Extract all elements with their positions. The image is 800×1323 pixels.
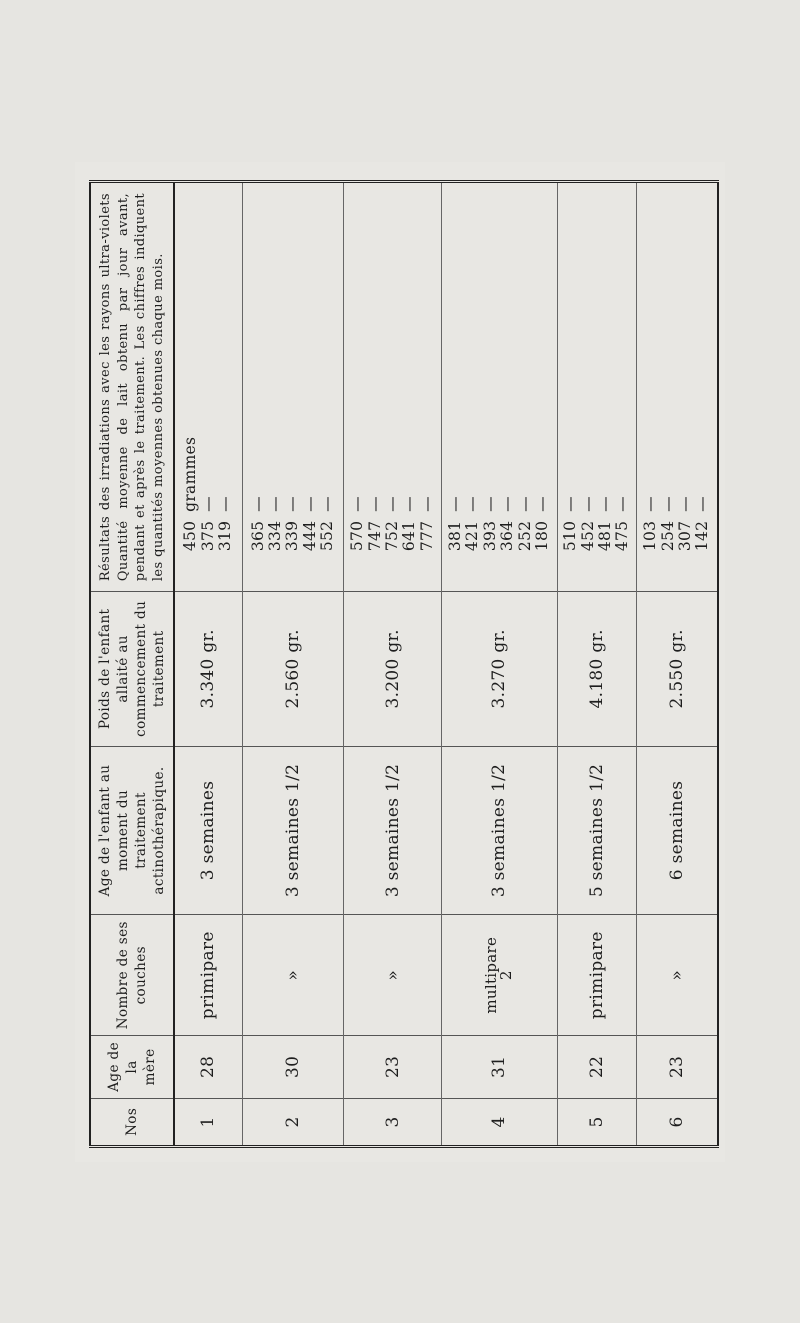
- result-unit: —: [300, 496, 319, 512]
- cell-child-weight: 2.560 gr.: [242, 592, 344, 746]
- childbirths-text: »: [382, 969, 403, 981]
- result-line: [267, 189, 284, 551]
- header-childbirths: Nombre de ses couches: [90, 915, 174, 1036]
- result-line: [349, 189, 366, 551]
- childbirths-text: »: [283, 969, 304, 981]
- result-value: 307: [676, 520, 695, 552]
- result-unit: —: [532, 496, 551, 512]
- result-unit: —: [216, 496, 235, 512]
- cell-child-age: 3 semaines: [174, 746, 242, 915]
- result-line: [182, 189, 199, 551]
- cell-number: 2: [242, 1098, 344, 1146]
- cell-mother-age: 31: [441, 1036, 557, 1099]
- childbirths-text: primipare: [198, 931, 219, 1020]
- cell-child-weight: 2.550 gr.: [637, 592, 718, 746]
- cell-number: 5: [557, 1098, 637, 1146]
- result-line: [694, 189, 711, 551]
- cell-mother-age: 30: [242, 1036, 344, 1099]
- childbirths-text: primipare: [586, 931, 607, 1020]
- table-row: [344, 182, 442, 1147]
- result-line: [447, 189, 464, 551]
- result-unit: —: [446, 496, 465, 512]
- result-line: [660, 189, 677, 551]
- cell-number: 1: [174, 1098, 242, 1146]
- result-line: [614, 189, 631, 551]
- result-value: 747: [365, 520, 384, 552]
- table-row: [174, 182, 242, 1147]
- result-line: [534, 189, 551, 551]
- cell-results: [441, 182, 557, 592]
- result-unit: —: [348, 496, 367, 512]
- result-unit: —: [561, 496, 580, 512]
- result-unit: —: [693, 496, 712, 512]
- result-value: 421: [463, 520, 482, 552]
- result-unit: —: [578, 496, 597, 512]
- cell-child-age: 3 semaines 1/2: [242, 746, 344, 915]
- result-value: 452: [578, 520, 597, 552]
- result-line: [200, 189, 217, 551]
- cell-child-age: 6 semaines: [637, 746, 718, 915]
- cell-number: 6: [637, 1098, 718, 1146]
- result-value: 339: [283, 520, 302, 552]
- result-unit: —: [283, 496, 302, 512]
- childbirths-text: »: [667, 969, 688, 981]
- cell-results: [557, 182, 637, 592]
- result-unit: —: [417, 496, 436, 512]
- result-unit: —: [365, 496, 384, 512]
- result-line: [642, 189, 659, 551]
- result-value: 180: [532, 520, 551, 552]
- table-row: [637, 182, 718, 1147]
- result-unit: —: [400, 496, 419, 512]
- result-unit: —: [265, 496, 284, 512]
- cell-mother-age: 23: [344, 1036, 442, 1099]
- cell-number: 3: [344, 1098, 442, 1146]
- result-line: [464, 189, 481, 551]
- table-row: [242, 182, 344, 1147]
- result-line: [562, 189, 579, 551]
- cell-child-age: 3 semaines 1/2: [441, 746, 557, 915]
- header-child-weight: Poids de l'enfant allaité au commencement du traitement: [90, 592, 174, 746]
- cell-child-weight: 3.270 gr.: [441, 592, 557, 746]
- result-line: [517, 189, 534, 551]
- result-line: [217, 189, 234, 551]
- result-value: 481: [595, 520, 614, 552]
- result-value: 375: [198, 520, 217, 552]
- result-line: [677, 189, 694, 551]
- childbirths-count: 2: [497, 970, 516, 981]
- result-line: [384, 189, 401, 551]
- result-line: [319, 189, 336, 551]
- result-line: [367, 189, 384, 551]
- table-row: [557, 182, 637, 1147]
- result-unit: —: [641, 496, 660, 512]
- cell-number: 4: [441, 1098, 557, 1146]
- result-value: 254: [658, 520, 677, 552]
- result-line: [597, 189, 614, 551]
- result-value: 641: [400, 520, 419, 552]
- result-line: [302, 189, 319, 551]
- result-value: 552: [318, 520, 337, 552]
- cell-child-age: 5 semaines 1/2: [557, 746, 637, 915]
- result-unit: —: [595, 496, 614, 512]
- result-line: [580, 189, 597, 551]
- cell-results: [344, 182, 442, 592]
- cell-childbirths: [557, 915, 637, 1036]
- result-value: 142: [693, 520, 712, 552]
- header-results: Résultats des irradiations avec les rayons ultra-violets Quantité moyenne de lait obtenu par jour avant, pendant et après le traitement. Les chiffres indiquent les quantités moyennes obtenues chaque mois.: [90, 182, 174, 592]
- result-line: [499, 189, 516, 551]
- cell-childbirths: [441, 915, 557, 1036]
- result-value: 334: [265, 520, 284, 552]
- rotated-page: [75, 162, 725, 1162]
- cell-child-weight: 4.180 gr.: [557, 592, 637, 746]
- cell-childbirths: [344, 915, 442, 1036]
- result-unit: —: [248, 496, 267, 512]
- header-mother-age: Age de la mère: [90, 1036, 174, 1099]
- table-row: [441, 182, 557, 1147]
- result-value: 752: [382, 520, 401, 552]
- result-unit: —: [318, 496, 337, 512]
- result-unit: —: [676, 496, 695, 512]
- result-unit: —: [382, 496, 401, 512]
- result-value: 475: [613, 520, 632, 552]
- cell-childbirths: [174, 915, 242, 1036]
- result-line: [250, 189, 267, 551]
- cell-mother-age: 23: [637, 1036, 718, 1099]
- result-unit: grammes: [181, 436, 200, 512]
- cell-childbirths: [242, 915, 344, 1036]
- result-value: 252: [515, 520, 534, 552]
- result-value: 444: [300, 520, 319, 552]
- cell-results: [637, 182, 718, 592]
- header-row: [90, 182, 174, 1147]
- cell-child-weight: 3.340 gr.: [174, 592, 242, 746]
- cell-mother-age: 22: [557, 1036, 637, 1099]
- result-value: 103: [641, 520, 660, 552]
- result-unit: —: [198, 496, 217, 512]
- result-value: 381: [446, 520, 465, 552]
- cell-mother-age: 28: [174, 1036, 242, 1099]
- results-table: [89, 180, 719, 1148]
- cell-child-age: 3 semaines 1/2: [344, 746, 442, 915]
- result-line: [419, 189, 436, 551]
- result-value: 570: [348, 520, 367, 552]
- result-value: 450: [181, 520, 200, 552]
- result-value: 777: [417, 520, 436, 552]
- result-value: 364: [498, 520, 517, 552]
- header-number: Nos: [90, 1098, 174, 1146]
- childbirths-text: multipare: [482, 936, 501, 1014]
- cell-childbirths: [637, 915, 718, 1036]
- result-unit: —: [515, 496, 534, 512]
- result-unit: —: [463, 496, 482, 512]
- result-unit: —: [613, 496, 632, 512]
- cell-results: [242, 182, 344, 592]
- result-unit: —: [480, 496, 499, 512]
- cell-child-weight: 3.200 gr.: [344, 592, 442, 746]
- result-line: [284, 189, 301, 551]
- result-value: 510: [561, 520, 580, 552]
- result-line: [401, 189, 418, 551]
- result-line: [482, 189, 499, 551]
- result-value: 319: [216, 520, 235, 552]
- result-value: 393: [480, 520, 499, 552]
- cell-results: [174, 182, 242, 592]
- result-value: 365: [248, 520, 267, 552]
- header-child-age: Age de l'enfant au moment du traitement actinothérapique.: [90, 746, 174, 915]
- result-unit: —: [498, 496, 517, 512]
- result-unit: —: [658, 496, 677, 512]
